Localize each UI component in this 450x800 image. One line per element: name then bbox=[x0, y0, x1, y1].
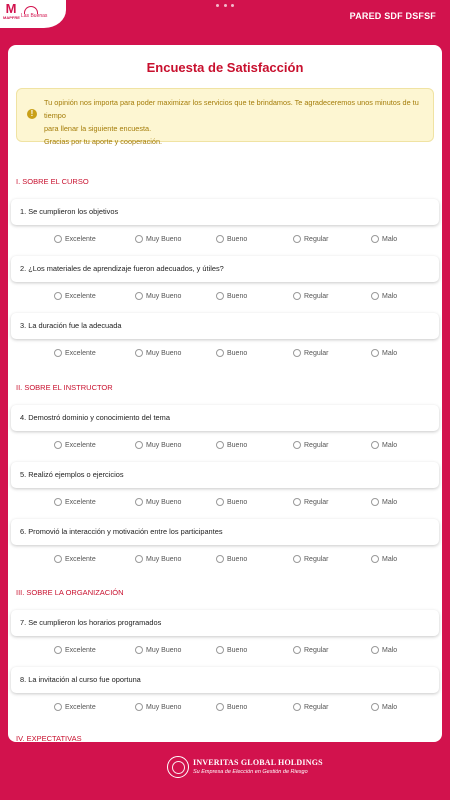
radio-button[interactable] bbox=[135, 235, 143, 243]
rating-option-label: Excelente bbox=[65, 703, 96, 711]
rating-option-label: Muy Bueno bbox=[146, 703, 182, 711]
radio-button[interactable] bbox=[293, 349, 301, 357]
info-notice bbox=[16, 88, 434, 146]
rating-option[interactable] bbox=[135, 644, 181, 656]
section-title: I. SOBRE EL CURSO bbox=[16, 177, 89, 186]
rating-option-label: Malo bbox=[382, 646, 398, 654]
notice-line-2: para llenar la siguiente encuesta. bbox=[44, 124, 152, 133]
rating-option[interactable] bbox=[135, 496, 181, 508]
rating-option-label: Muy Bueno bbox=[146, 441, 182, 449]
radio-button[interactable] bbox=[54, 235, 62, 243]
rating-option[interactable] bbox=[293, 290, 329, 302]
rating-option-label: Muy Bueno bbox=[146, 292, 182, 300]
rating-option[interactable] bbox=[371, 553, 397, 565]
radio-button[interactable] bbox=[216, 349, 224, 357]
section-title: II. SOBRE EL INSTRUCTOR bbox=[16, 383, 113, 392]
rating-option[interactable] bbox=[135, 439, 181, 451]
radio-button[interactable] bbox=[293, 498, 301, 506]
rating-option-label: Malo bbox=[382, 703, 398, 711]
rating-option-label: Excelente bbox=[65, 498, 96, 506]
radio-button[interactable] bbox=[371, 555, 379, 563]
rating-option[interactable] bbox=[135, 347, 181, 359]
radio-button[interactable] bbox=[216, 292, 224, 300]
rating-option-label: Excelente bbox=[65, 349, 96, 357]
radio-button[interactable] bbox=[293, 441, 301, 449]
rating-option-label: Bueno bbox=[227, 703, 248, 711]
rating-option-label: Bueno bbox=[227, 646, 248, 654]
rating-option[interactable] bbox=[135, 701, 181, 713]
rating-options bbox=[8, 553, 442, 565]
logo-area bbox=[0, 0, 66, 28]
rating-option[interactable] bbox=[216, 233, 247, 245]
rating-option-label: Regular bbox=[304, 292, 329, 300]
rating-option[interactable] bbox=[216, 496, 247, 508]
rating-option[interactable] bbox=[216, 290, 247, 302]
radio-button[interactable] bbox=[293, 292, 301, 300]
rating-options bbox=[8, 439, 442, 451]
footer-brand: INVERITAS GLOBAL HOLDINGS bbox=[193, 758, 323, 767]
rating-option-label: Bueno bbox=[227, 555, 248, 563]
radio-button[interactable] bbox=[54, 441, 62, 449]
rating-option[interactable] bbox=[371, 644, 397, 656]
question-label: 2. ¿Los materiales de aprendizaje fueron adecuados, y útiles? bbox=[11, 256, 439, 282]
rating-option-label: Excelente bbox=[65, 441, 96, 449]
rating-option[interactable] bbox=[293, 701, 329, 713]
sub-brand-logo: Las Buenas bbox=[21, 6, 47, 20]
radio-button[interactable] bbox=[54, 349, 62, 357]
more-dots-icon[interactable] bbox=[216, 4, 234, 8]
rating-option-label: Regular bbox=[304, 646, 329, 654]
radio-button[interactable] bbox=[135, 349, 143, 357]
question-label: 3. La duración fue la adecuada bbox=[11, 313, 439, 339]
rating-options bbox=[8, 347, 442, 359]
rating-option[interactable] bbox=[293, 347, 329, 359]
info-icon: ! bbox=[27, 109, 37, 119]
rating-option-label: Regular bbox=[304, 498, 329, 506]
radio-button[interactable] bbox=[135, 646, 143, 654]
rating-option[interactable] bbox=[293, 439, 329, 451]
rating-option[interactable] bbox=[54, 701, 96, 713]
radio-button[interactable] bbox=[293, 555, 301, 563]
radio-button[interactable] bbox=[371, 349, 379, 357]
rating-option-label: Excelente bbox=[65, 235, 96, 243]
rating-option[interactable] bbox=[216, 701, 247, 713]
rating-option[interactable] bbox=[216, 553, 247, 565]
rating-option[interactable] bbox=[135, 553, 181, 565]
rating-option-label: Malo bbox=[382, 498, 398, 506]
rating-option[interactable] bbox=[216, 439, 247, 451]
notice-line-3: Gracias por tu aporte y cooperación. bbox=[44, 137, 163, 146]
radio-button[interactable] bbox=[135, 292, 143, 300]
radio-button[interactable] bbox=[216, 235, 224, 243]
section-title: IV. EXPECTATIVAS bbox=[16, 734, 82, 742]
rating-option[interactable] bbox=[54, 496, 96, 508]
footer-tagline: Su Empresa de Elección en Gestión de Riesgo bbox=[193, 769, 308, 775]
rating-option[interactable] bbox=[371, 290, 397, 302]
radio-button[interactable] bbox=[216, 703, 224, 711]
rating-option[interactable] bbox=[371, 233, 397, 245]
rating-option-label: Regular bbox=[304, 349, 329, 357]
rating-option-label: Bueno bbox=[227, 292, 248, 300]
survey-card bbox=[8, 45, 442, 742]
radio-button[interactable] bbox=[54, 498, 62, 506]
radio-button[interactable] bbox=[135, 441, 143, 449]
rating-option[interactable] bbox=[54, 290, 96, 302]
rating-option[interactable] bbox=[371, 701, 397, 713]
rating-option[interactable] bbox=[293, 496, 329, 508]
rating-option-label: Regular bbox=[304, 703, 329, 711]
radio-button[interactable] bbox=[371, 441, 379, 449]
rating-option-label: Bueno bbox=[227, 235, 248, 243]
rating-option[interactable] bbox=[216, 347, 247, 359]
radio-button[interactable] bbox=[371, 235, 379, 243]
rating-option[interactable] bbox=[371, 439, 397, 451]
user-name: PARED SDF DSFSF bbox=[349, 11, 436, 21]
survey-scroll-area[interactable] bbox=[8, 45, 442, 742]
rating-option-label: Muy Bueno bbox=[146, 235, 182, 243]
radio-button[interactable] bbox=[371, 703, 379, 711]
radio-button[interactable] bbox=[371, 292, 379, 300]
rating-option-label: Malo bbox=[382, 441, 398, 449]
rating-option-label: Regular bbox=[304, 441, 329, 449]
rating-option[interactable] bbox=[54, 553, 96, 565]
rating-option[interactable] bbox=[54, 347, 96, 359]
question-label: 6. Promovió la interacción y motivación entre los participantes bbox=[11, 519, 439, 545]
rating-option-label: Regular bbox=[304, 555, 329, 563]
question-label: 7. Se cumplieron los horarios programados bbox=[11, 610, 439, 636]
radio-button[interactable] bbox=[54, 292, 62, 300]
page-title: Encuesta de Satisfacción bbox=[146, 60, 304, 75]
notice-line-1: Tu opinión nos importa para poder maximizar los servicios que te brindamos. Te agradeceremos unos minutos de tu tiempo bbox=[44, 98, 419, 120]
radio-button[interactable] bbox=[216, 646, 224, 654]
company-logo-icon bbox=[167, 756, 189, 778]
rating-options bbox=[8, 644, 442, 656]
rating-option[interactable] bbox=[293, 233, 329, 245]
radio-button[interactable] bbox=[216, 498, 224, 506]
mapfre-logo: M MAPFRE bbox=[3, 1, 20, 20]
rating-option-label: Malo bbox=[382, 555, 398, 563]
rating-options bbox=[8, 233, 442, 245]
rating-option-label: Malo bbox=[382, 292, 398, 300]
rating-option[interactable] bbox=[371, 347, 397, 359]
rating-option-label: Bueno bbox=[227, 349, 248, 357]
radio-button[interactable] bbox=[135, 498, 143, 506]
rating-option-label: Excelente bbox=[65, 292, 96, 300]
rating-option-label: Muy Bueno bbox=[146, 646, 182, 654]
radio-button[interactable] bbox=[135, 703, 143, 711]
radio-button[interactable] bbox=[293, 703, 301, 711]
rating-option-label: Malo bbox=[382, 349, 398, 357]
rating-option-label: Bueno bbox=[227, 498, 248, 506]
rating-option[interactable] bbox=[135, 290, 181, 302]
rating-options bbox=[8, 701, 442, 713]
rating-option-label: Regular bbox=[304, 235, 329, 243]
rating-option[interactable] bbox=[371, 496, 397, 508]
rating-option[interactable] bbox=[54, 233, 96, 245]
rating-option[interactable] bbox=[54, 439, 96, 451]
rating-option-label: Bueno bbox=[227, 441, 248, 449]
section-title: III. SOBRE LA ORGANIZACIÓN bbox=[16, 588, 124, 597]
rating-option[interactable] bbox=[293, 644, 329, 656]
question-label: 4. Demostró dominio y conocimiento del tema bbox=[11, 405, 439, 431]
radio-button[interactable] bbox=[54, 646, 62, 654]
rating-options bbox=[8, 290, 442, 302]
radio-button[interactable] bbox=[54, 703, 62, 711]
radio-button[interactable] bbox=[371, 646, 379, 654]
rating-option-label: Excelente bbox=[65, 555, 96, 563]
rating-option-label: Excelente bbox=[65, 646, 96, 654]
radio-button[interactable] bbox=[216, 441, 224, 449]
rating-options bbox=[8, 496, 442, 508]
rating-option[interactable] bbox=[54, 644, 96, 656]
radio-button[interactable] bbox=[135, 555, 143, 563]
footer bbox=[0, 752, 450, 792]
rating-option[interactable] bbox=[293, 553, 329, 565]
radio-button[interactable] bbox=[371, 498, 379, 506]
rating-option[interactable] bbox=[216, 644, 247, 656]
question-label: 1. Se cumplieron los objetivos bbox=[11, 199, 439, 225]
rating-option-label: Muy Bueno bbox=[146, 498, 182, 506]
radio-button[interactable] bbox=[293, 646, 301, 654]
question-label: 8. La invitación al curso fue oportuna bbox=[11, 667, 439, 693]
rating-option-label: Malo bbox=[382, 235, 398, 243]
question-label: 5. Realizó ejemplos o ejercicios bbox=[11, 462, 439, 488]
radio-button[interactable] bbox=[54, 555, 62, 563]
radio-button[interactable] bbox=[293, 235, 301, 243]
rating-option[interactable] bbox=[135, 233, 181, 245]
top-bar bbox=[0, 0, 450, 34]
radio-button[interactable] bbox=[216, 555, 224, 563]
rating-option-label: Muy Bueno bbox=[146, 555, 182, 563]
rating-option-label: Muy Bueno bbox=[146, 349, 182, 357]
